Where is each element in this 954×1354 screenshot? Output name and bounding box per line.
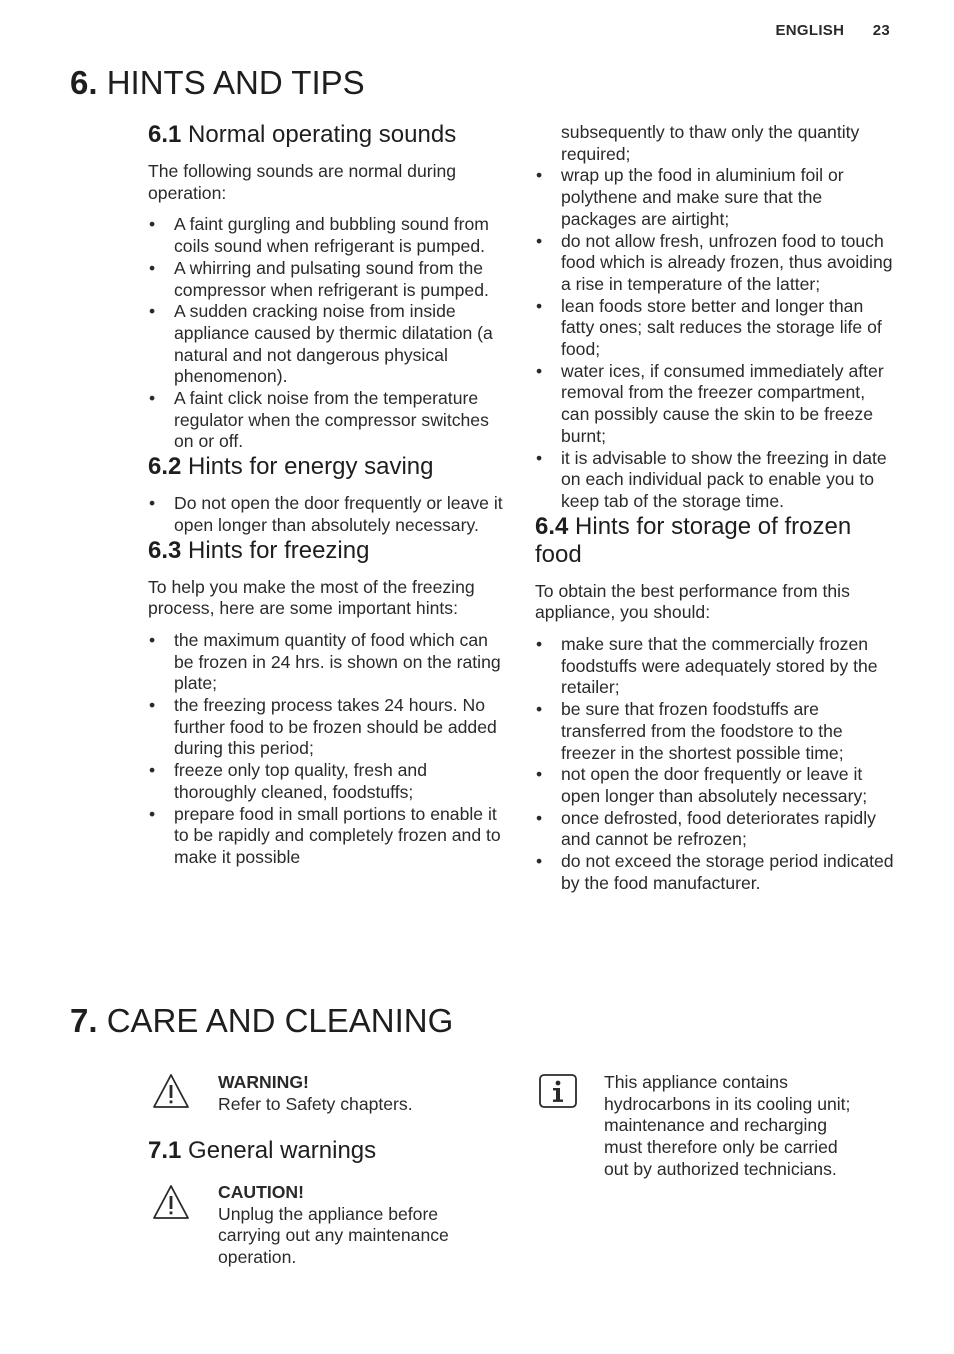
- list-item: [148, 388, 508, 453]
- info-note: [604, 1072, 854, 1181]
- list-item: [148, 214, 508, 257]
- section-6-3-intro: To help you make the most of the freezing process, here are some important hints:: [148, 576, 475, 619]
- section-6-4-list: [535, 634, 895, 894]
- list-item: [148, 301, 508, 388]
- section-6-3-heading: [148, 537, 508, 565]
- bullet: •: [149, 760, 156, 781]
- chapter-7-number: 7.: [70, 1002, 98, 1039]
- chapter-6-title-text: HINTS AND TIPS: [106, 64, 365, 101]
- bullet: •: [149, 493, 156, 514]
- bullet: •: [536, 295, 543, 316]
- bullet: •: [149, 388, 156, 409]
- chapter-6-number: 6.: [70, 64, 98, 101]
- section-6-2-title: Hints for energy saving: [188, 453, 434, 481]
- list-item-text: A faint gurgling and bubbling sound from coils sound when refrigerant is pumped.: [174, 214, 489, 257]
- bullet: •: [149, 214, 156, 235]
- section-6-2-heading: [148, 453, 508, 481]
- bullet: •: [536, 447, 543, 468]
- list-item-text: not open the door frequently or leave it open longer than absolutely necessary;: [561, 764, 868, 806]
- list-item: [148, 760, 508, 803]
- list-item-text: prepare food in small portions to enable it to be rapidly and completely frozen and to make it possible: [174, 803, 501, 867]
- list-item-text: wrap up the food in aluminium foil or polythene and make sure that the packages are airtight;: [561, 165, 844, 229]
- section-6-2-number: 6.2: [148, 453, 182, 481]
- list-item: [148, 695, 508, 760]
- list-item: [535, 361, 895, 448]
- chapter-7-title-text: CARE AND CLEANING: [106, 1002, 454, 1039]
- caution-title: CAUTION!: [218, 1182, 305, 1202]
- caution-note: [218, 1182, 498, 1269]
- list-item: [535, 699, 895, 764]
- bullet: •: [536, 230, 543, 251]
- warning-text: Refer to Safety chapters.: [218, 1093, 413, 1114]
- bullet: •: [536, 699, 543, 720]
- list-item-text: do not exceed the storage period indicated by the food manufacturer.: [561, 851, 894, 893]
- section-6-1-title: Normal operating sounds: [188, 121, 457, 148]
- section-6-1-number: 6.1: [148, 121, 182, 148]
- chapter-7-title: [70, 1002, 453, 1040]
- bullet: •: [536, 764, 543, 785]
- list-item: [535, 448, 895, 513]
- bullet: •: [536, 851, 543, 872]
- warning-note: [218, 1072, 508, 1115]
- section-6-3-list-continued: [535, 165, 895, 512]
- list-item: [535, 808, 895, 851]
- page-header: [775, 22, 890, 39]
- page-number: 23: [872, 22, 890, 39]
- list-item: [148, 630, 508, 695]
- section-6-1-list: [148, 214, 508, 453]
- section-6-2-list: [148, 493, 508, 536]
- right-column: [535, 122, 895, 895]
- section-6-4-heading: [535, 513, 895, 569]
- bullet: •: [536, 165, 543, 186]
- warning-triangle-icon: [151, 1072, 191, 1110]
- list-item-text: lean foods store better and longer than fatty ones; salt reduces the storage life of food;: [561, 295, 882, 360]
- warning-triangle-icon: [151, 1183, 191, 1221]
- bullet: •: [149, 629, 156, 650]
- left-column: [148, 121, 508, 869]
- list-item: [535, 296, 895, 361]
- list-item-text: A faint click noise from the temperature regulator when the compressor switches on or off.: [174, 388, 489, 452]
- list-item-text: it is advisable to show the freezing in date on each individual pack to enable you to keep tab of the storage time.: [561, 447, 887, 511]
- section-6-3-list: [148, 630, 508, 869]
- bullet: •: [149, 695, 156, 716]
- list-item: [535, 165, 895, 230]
- list-item: [535, 764, 895, 807]
- section-6-4-number: 6.4: [535, 512, 569, 540]
- bullet: •: [149, 301, 156, 322]
- list-item-text: once defrosted, food deteriorates rapidly and cannot be refrozen;: [561, 807, 876, 850]
- list-item-text: freeze only top quality, fresh and thoroughly cleaned, foodstuffs;: [174, 760, 427, 802]
- section-6-3-title: Hints for freezing: [188, 536, 370, 564]
- list-item: [535, 634, 895, 699]
- section-7-1-title: General warnings: [188, 1137, 377, 1164]
- section-6-3-number: 6.3: [148, 536, 182, 564]
- section-6-1-heading: [148, 121, 508, 149]
- header-language: ENGLISH: [775, 22, 845, 39]
- list-item: [535, 231, 895, 296]
- chapter-6-title: [70, 64, 365, 102]
- list-item-text: Do not open the door frequently or leave it open longer than absolutely necessary.: [174, 493, 503, 535]
- list-item: [148, 493, 508, 536]
- bullet: •: [149, 257, 156, 278]
- section-6-4-intro: To obtain the best performance from this appliance, you should:: [535, 580, 850, 623]
- list-item-text: A whirring and pulsating sound from the compressor when refrigerant is pumped.: [174, 257, 489, 300]
- bullet: •: [149, 803, 156, 824]
- section-7-1: [148, 1137, 508, 1177]
- bullet: •: [536, 807, 543, 828]
- section-6-1-intro: The following sounds are normal during operation:: [148, 161, 457, 203]
- list-item-text: the freezing process takes 24 hours. No further food to be frozen should be added during this period;: [174, 695, 497, 759]
- info-text: This appliance contains hydrocarbons in its cooling unit; maintenance and recharging must therefore only be carried out by authorized technicians.: [604, 1072, 851, 1179]
- list-item: [148, 258, 508, 301]
- section-6-4-title: Hints for storage of frozen food: [535, 512, 852, 568]
- list-item: [148, 804, 508, 869]
- bullet: •: [536, 634, 543, 655]
- section-7-1-number: 7.1: [148, 1137, 182, 1164]
- caution-text: Unplug the appliance before carrying out any maintenance operation.: [218, 1203, 449, 1268]
- list-item-text: be sure that frozen foodstuffs are transferred from the foodstore to the freezer in the shortest possible time;: [561, 699, 844, 763]
- list-item-text: the maximum quantity of food which can be frozen in 24 hrs. is shown on the rating plate;: [174, 629, 501, 694]
- list-item-text: do not allow fresh, unfrozen food to touch food which is already frozen, thus avoiding a rise in temperature of the latter;: [561, 230, 893, 294]
- list-item-text: make sure that the commercially frozen foodstuffs were adequately stored by the retailer;: [561, 634, 878, 698]
- section-7-1-heading: [148, 1137, 508, 1165]
- warning-title: WARNING!: [218, 1072, 309, 1092]
- list-item: [535, 851, 895, 894]
- bullet: •: [536, 360, 543, 381]
- list-item-text: water ices, if consumed immediately after removal from the freezer compartment, can possibly cause the skin to be freeze burnt;: [561, 360, 884, 446]
- list-item-text: A sudden cracking noise from inside appliance caused by thermic dilatation (a natural and not dangerous physical phenomenon).: [174, 301, 493, 387]
- section-6-3-continuation: subsequently to thaw only the quantity required;: [561, 122, 860, 164]
- info-icon: [538, 1072, 578, 1110]
